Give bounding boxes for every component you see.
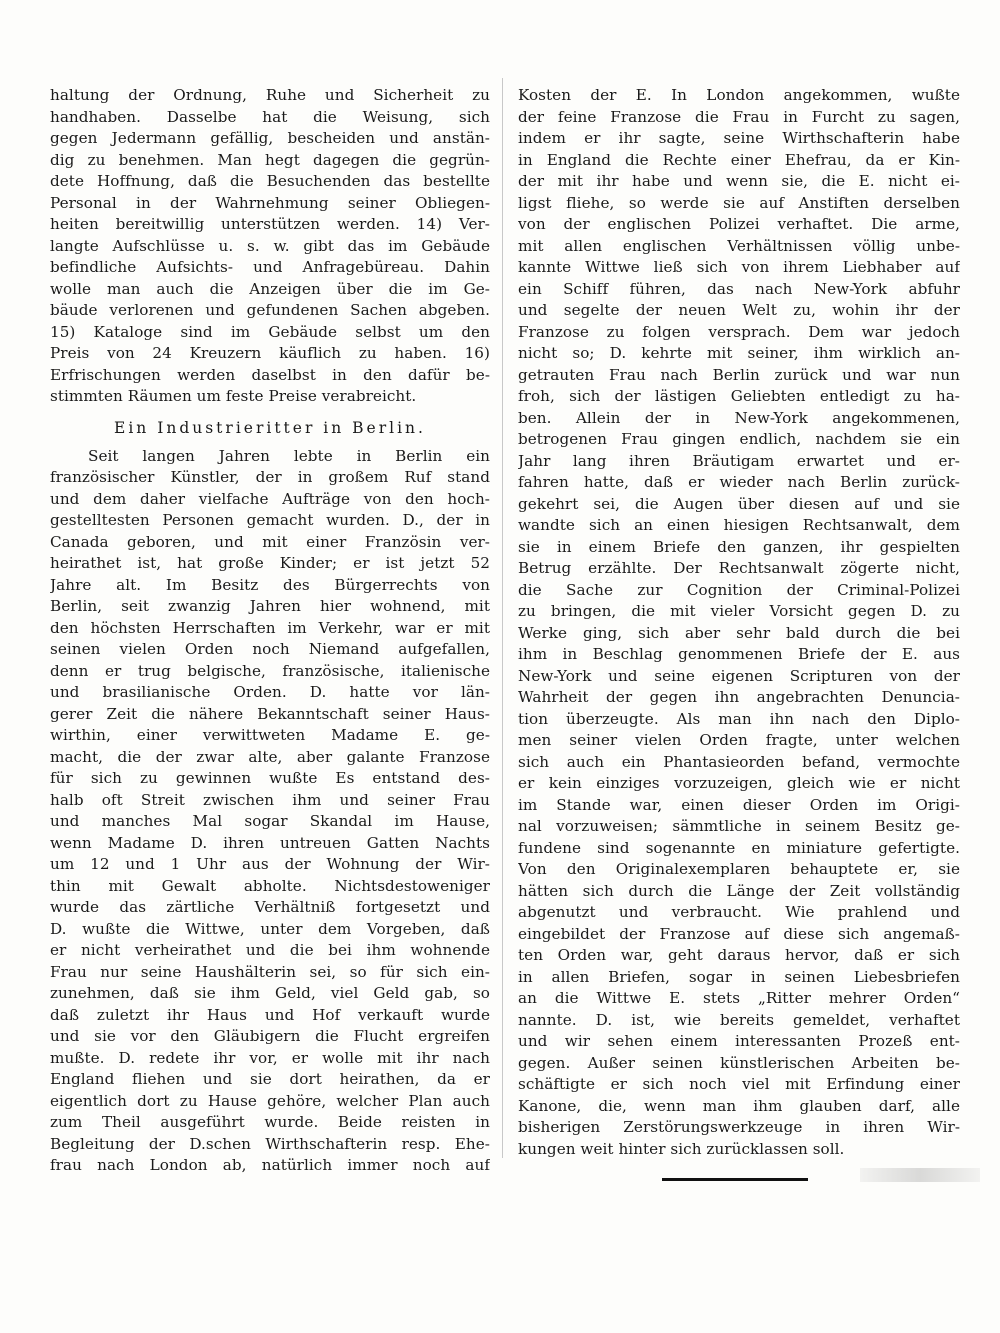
text-line: zu bringen, die mit vieler Vorsicht gegen D. zu: [518, 602, 960, 620]
text-line: wirthin, einer verwittweten Madame E. ge-: [50, 726, 490, 744]
text-line: ten Orden war, geht daraus hervor, daß er sich: [518, 946, 960, 964]
text-line: ben. Allein der in New-York angekommenen,: [518, 408, 960, 427]
text-line: ein Schiff führen, das nach New-York abfuhr: [518, 279, 960, 298]
text-line: zum Theil ausgeführt wurde. Beide reisten in: [50, 1113, 490, 1131]
text-line: eigentlich dort zu Hause gehöre, welcher Plan auch: [50, 1091, 490, 1110]
text-line: stimmten Räumen um feste Preise verabreicht.: [50, 387, 417, 405]
text-line: wolle man auch die Anzeigen über die im Ge-: [50, 279, 490, 298]
text-line: und segelte der neuen Welt zu, wohin ihr der: [518, 301, 960, 319]
text-line: Jahr lang ihren Bräutigam erwartet und er-: [518, 451, 960, 470]
text-line: D. wußte die Wittwe, unter dem Vorgeben, daß: [50, 919, 490, 938]
article-continuation: [50, 85, 490, 408]
text-line: bisherigen Zerstörungswerkzeuge in ihren Wir-: [518, 1118, 960, 1136]
text-line: den höchsten Herrschaften im Verkehr, war er mit: [50, 618, 490, 637]
text-line: in England die Rechte einer Ehefrau, da er Kin-: [518, 150, 960, 169]
text-line: sie in einem Briefe den ganzen, ihr gespielten: [518, 537, 960, 556]
right-column: [518, 85, 960, 1160]
text-line: Begleitung der D.schen Wirthschafterin resp. Ehe-: [50, 1134, 490, 1153]
text-line: Erfrischungen werden daselbst in den dafür be-: [50, 365, 490, 384]
text-line: wurde das zärtliche Verhältniß fortgesetzt und: [50, 898, 490, 916]
text-line: Werke ging, sich aber sehr bald durch die bei: [518, 623, 960, 642]
text-line: mußte. D. redete ihr vor, er wolle mit ihr nach: [50, 1048, 490, 1067]
text-line: eingebildet der Franzose auf diese sich angemaß-: [518, 924, 960, 943]
text-line: und brasilianische Orden. D. hatte vor län-: [50, 683, 490, 701]
text-line: befindliche Aufsichts- und Anfragebüreau. Dahin: [50, 258, 490, 276]
text-line: fahren hatte, daß er wieder nach Berlin zurück-: [518, 473, 960, 491]
text-line: Berlin, seit zwanzig Jahren hier wohnend, mit: [50, 597, 490, 615]
text-line: Personal in der Wahrnehmung seiner Obliegen-: [50, 193, 490, 212]
text-line: nicht so; D. kehrte mit seiner, ihm wirklich an-: [518, 344, 960, 362]
article-heading: Ein Industrieritter in Berlin.: [114, 418, 426, 437]
text-line: nannte. D. ist, wie bereits gemeldet, verhaftet: [518, 1010, 960, 1029]
text-line: kannte Wittwe ließ sich von ihrem Liebhaber auf: [518, 258, 960, 276]
text-line: für sich zu gewinnen wußte Es entstand des-: [50, 769, 490, 787]
text-line: an die Wittwe E. stets „Ritter mehrer Orden“: [518, 989, 960, 1007]
text-line: daß zuletzt ihr Haus und Hof verkauft wurde: [50, 1005, 490, 1024]
text-line: und dem daher vielfache Aufträge von den hoch-: [50, 489, 490, 508]
text-line: Betrug erzählte. Der Rechtsanwalt zögerte nicht,: [518, 559, 960, 577]
text-line: Kanone, die, wenn man ihm glauben darf, alle: [518, 1096, 960, 1115]
text-line: und sie vor den Gläubigern die Flucht ergreifen: [50, 1027, 490, 1045]
text-line: gerer Zeit die nähere Bekanntschaft seiner Haus-: [50, 704, 490, 723]
text-line: französischer Künstler, der in großem Ruf stand: [50, 468, 490, 486]
text-line: der feine Franzose die Frau in Furcht zu sagen,: [518, 107, 960, 126]
text-line: er kein einziges vorzuzeigen, gleich wie er nicht: [518, 774, 960, 792]
text-line: und manches Mal sogar Skandal im Hause,: [50, 812, 490, 830]
text-line: gegen Jedermann gefällig, bescheiden und anstän-: [50, 129, 490, 147]
text-line: New-York und seine eigenen Scripturen von der: [518, 666, 960, 685]
text-line: sich auch ein Phantasieorden befand, vermochte: [518, 752, 960, 771]
text-line: zunehmen, daß sie ihm Geld, viel Geld gab, so: [50, 984, 490, 1002]
text-line: Jahre alt. Im Besitz des Bürgerrechts von: [50, 575, 490, 594]
text-line: kungen weit hinter sich zurücklassen soll.: [518, 1139, 845, 1158]
text-line: Von den Originalexemplaren behauptete er, sie: [518, 860, 960, 878]
text-line: getrauten Frau nach Berlin zurück und war nun: [518, 365, 960, 384]
text-line: mit allen englischen Verhältnissen völlig unbe-: [518, 236, 960, 255]
text-line: bäude verlorenen und gefundenen Sachen abgeben.: [50, 301, 490, 319]
text-line: Preis von 24 Kreuzern käuflich zu haben. 16): [50, 344, 490, 362]
text-line: von der englischen Polizei verhaftet. Die arme,: [518, 215, 960, 233]
text-line: im Stande war, einen dieser Orden im Origi-: [518, 795, 960, 814]
text-line: abgenutzt und verbraucht. Wie prahlend und: [518, 903, 960, 921]
text-line: denn er trug belgische, französische, italienische: [50, 661, 490, 680]
text-line: men seiner vielen Orden fragte, unter welchen: [518, 731, 960, 749]
text-line: macht, die der zwar alte, aber galante Franzose: [50, 747, 490, 766]
text-line: ihm in Beschlag genommenen Briefe der E. aus: [518, 645, 960, 663]
text-line: gekehrt sei, die Augen über diesen auf und sie: [518, 494, 960, 513]
text-line: dete Hoffnung, daß die Besuchenden das bestellte: [50, 172, 490, 190]
left-column: [50, 85, 490, 1177]
text-line: frau nach London ab, natürlich immer noch auf: [50, 1156, 490, 1174]
show-through-smudge: [860, 1168, 980, 1182]
text-line: wandte sich an einen hiesigen Rechtsanwalt, dem: [518, 516, 960, 534]
text-line: Seit langen Jahren lebte in Berlin ein: [88, 446, 490, 465]
text-line: heiten bereitwillig unterstützen werden. 14) Ver-: [50, 215, 490, 233]
text-line: um 12 und 1 Uhr aus der Wohnung der Wir-: [50, 855, 490, 873]
article-body: [50, 446, 490, 1177]
text-line: fundene sind sogenannte en miniature gefertigte.: [518, 838, 960, 857]
text-line: Canada geboren, und mit einer Französin ver-: [50, 532, 490, 551]
text-line: ligst fliehe, so werde sie auf Anstiften derselben: [518, 193, 960, 212]
text-line: in allen Briefen, sogar in seinen Liebesbriefen: [518, 967, 960, 986]
text-line: heirathet ist, hat große Kinder; er ist jetzt 52: [50, 554, 490, 572]
text-line: halb oft Streit zwischen ihm und seiner Frau: [50, 790, 490, 809]
text-line: thin mit Gewalt abholte. Nichtsdestoweniger: [50, 876, 490, 895]
text-line: England fliehen und sie dort heirathen, da er: [50, 1070, 490, 1088]
text-line: schäftigte er sich noch viel mit Erfindung einer: [518, 1075, 960, 1093]
text-line: und wir sehen einem interessanten Prozeß ent-: [518, 1032, 960, 1050]
text-line: Wahrheit der gegen ihn angebrachten Denuncia-: [518, 688, 960, 706]
text-line: langte Aufschlüsse u. s. w. gibt das im Gebäude: [50, 236, 490, 255]
text-line: der mit ihr habe und wenn sie, die E. nicht ei-: [518, 172, 960, 190]
text-line: seinen vielen Orden noch Niemand aufgefallen,: [50, 640, 490, 658]
text-line: handhaben. Dasselbe hat die Weisung, sich: [50, 107, 490, 126]
text-line: gestelltesten Personen gemacht wurden. D., der in: [50, 511, 490, 529]
text-line: dig zu benehmen. Man hegt dagegen die gegrün-: [50, 150, 490, 169]
text-line: Kosten der E. In London angekommen, wußte: [518, 86, 960, 104]
text-line: wenn Madame D. ihren untreuen Gatten Nachts: [50, 833, 490, 852]
text-line: nal vorzuweisen; sämmtliche in seinem Besitz ge-: [518, 817, 960, 835]
text-line: hätten sich durch die Länge der Zeit vollständig: [518, 881, 960, 900]
text-line: Franzose zu folgen versprach. Dem war jedoch: [518, 322, 960, 341]
text-line: er nicht verheirathet und die bei ihm wohnende: [50, 941, 490, 959]
column-divider: [502, 78, 503, 1158]
text-line: gegen. Außer seinen künstlerischen Arbeiten be-: [518, 1053, 960, 1072]
text-line: tion überzeugte. Als man ihn nach den Diplo-: [518, 709, 960, 728]
text-line: indem er ihr sagte, seine Wirthschafterin habe: [518, 129, 960, 147]
article-end-rule: [662, 1178, 808, 1181]
text-line: 15) Kataloge sind im Gebäude selbst um den: [50, 322, 490, 341]
text-line: froh, sich der lästigen Geliebten entledigt zu ha-: [518, 387, 960, 405]
text-line: die Sache zur Cognition der Criminal-Polizei: [518, 580, 960, 599]
text-line: Frau nur seine Haushälterin sei, so für sich ein-: [50, 962, 490, 981]
text-line: betrogenen Frau gingen endlich, nachdem sie ein: [518, 430, 960, 448]
text-line: haltung der Ordnung, Ruhe und Sicherheit zu: [50, 86, 490, 104]
